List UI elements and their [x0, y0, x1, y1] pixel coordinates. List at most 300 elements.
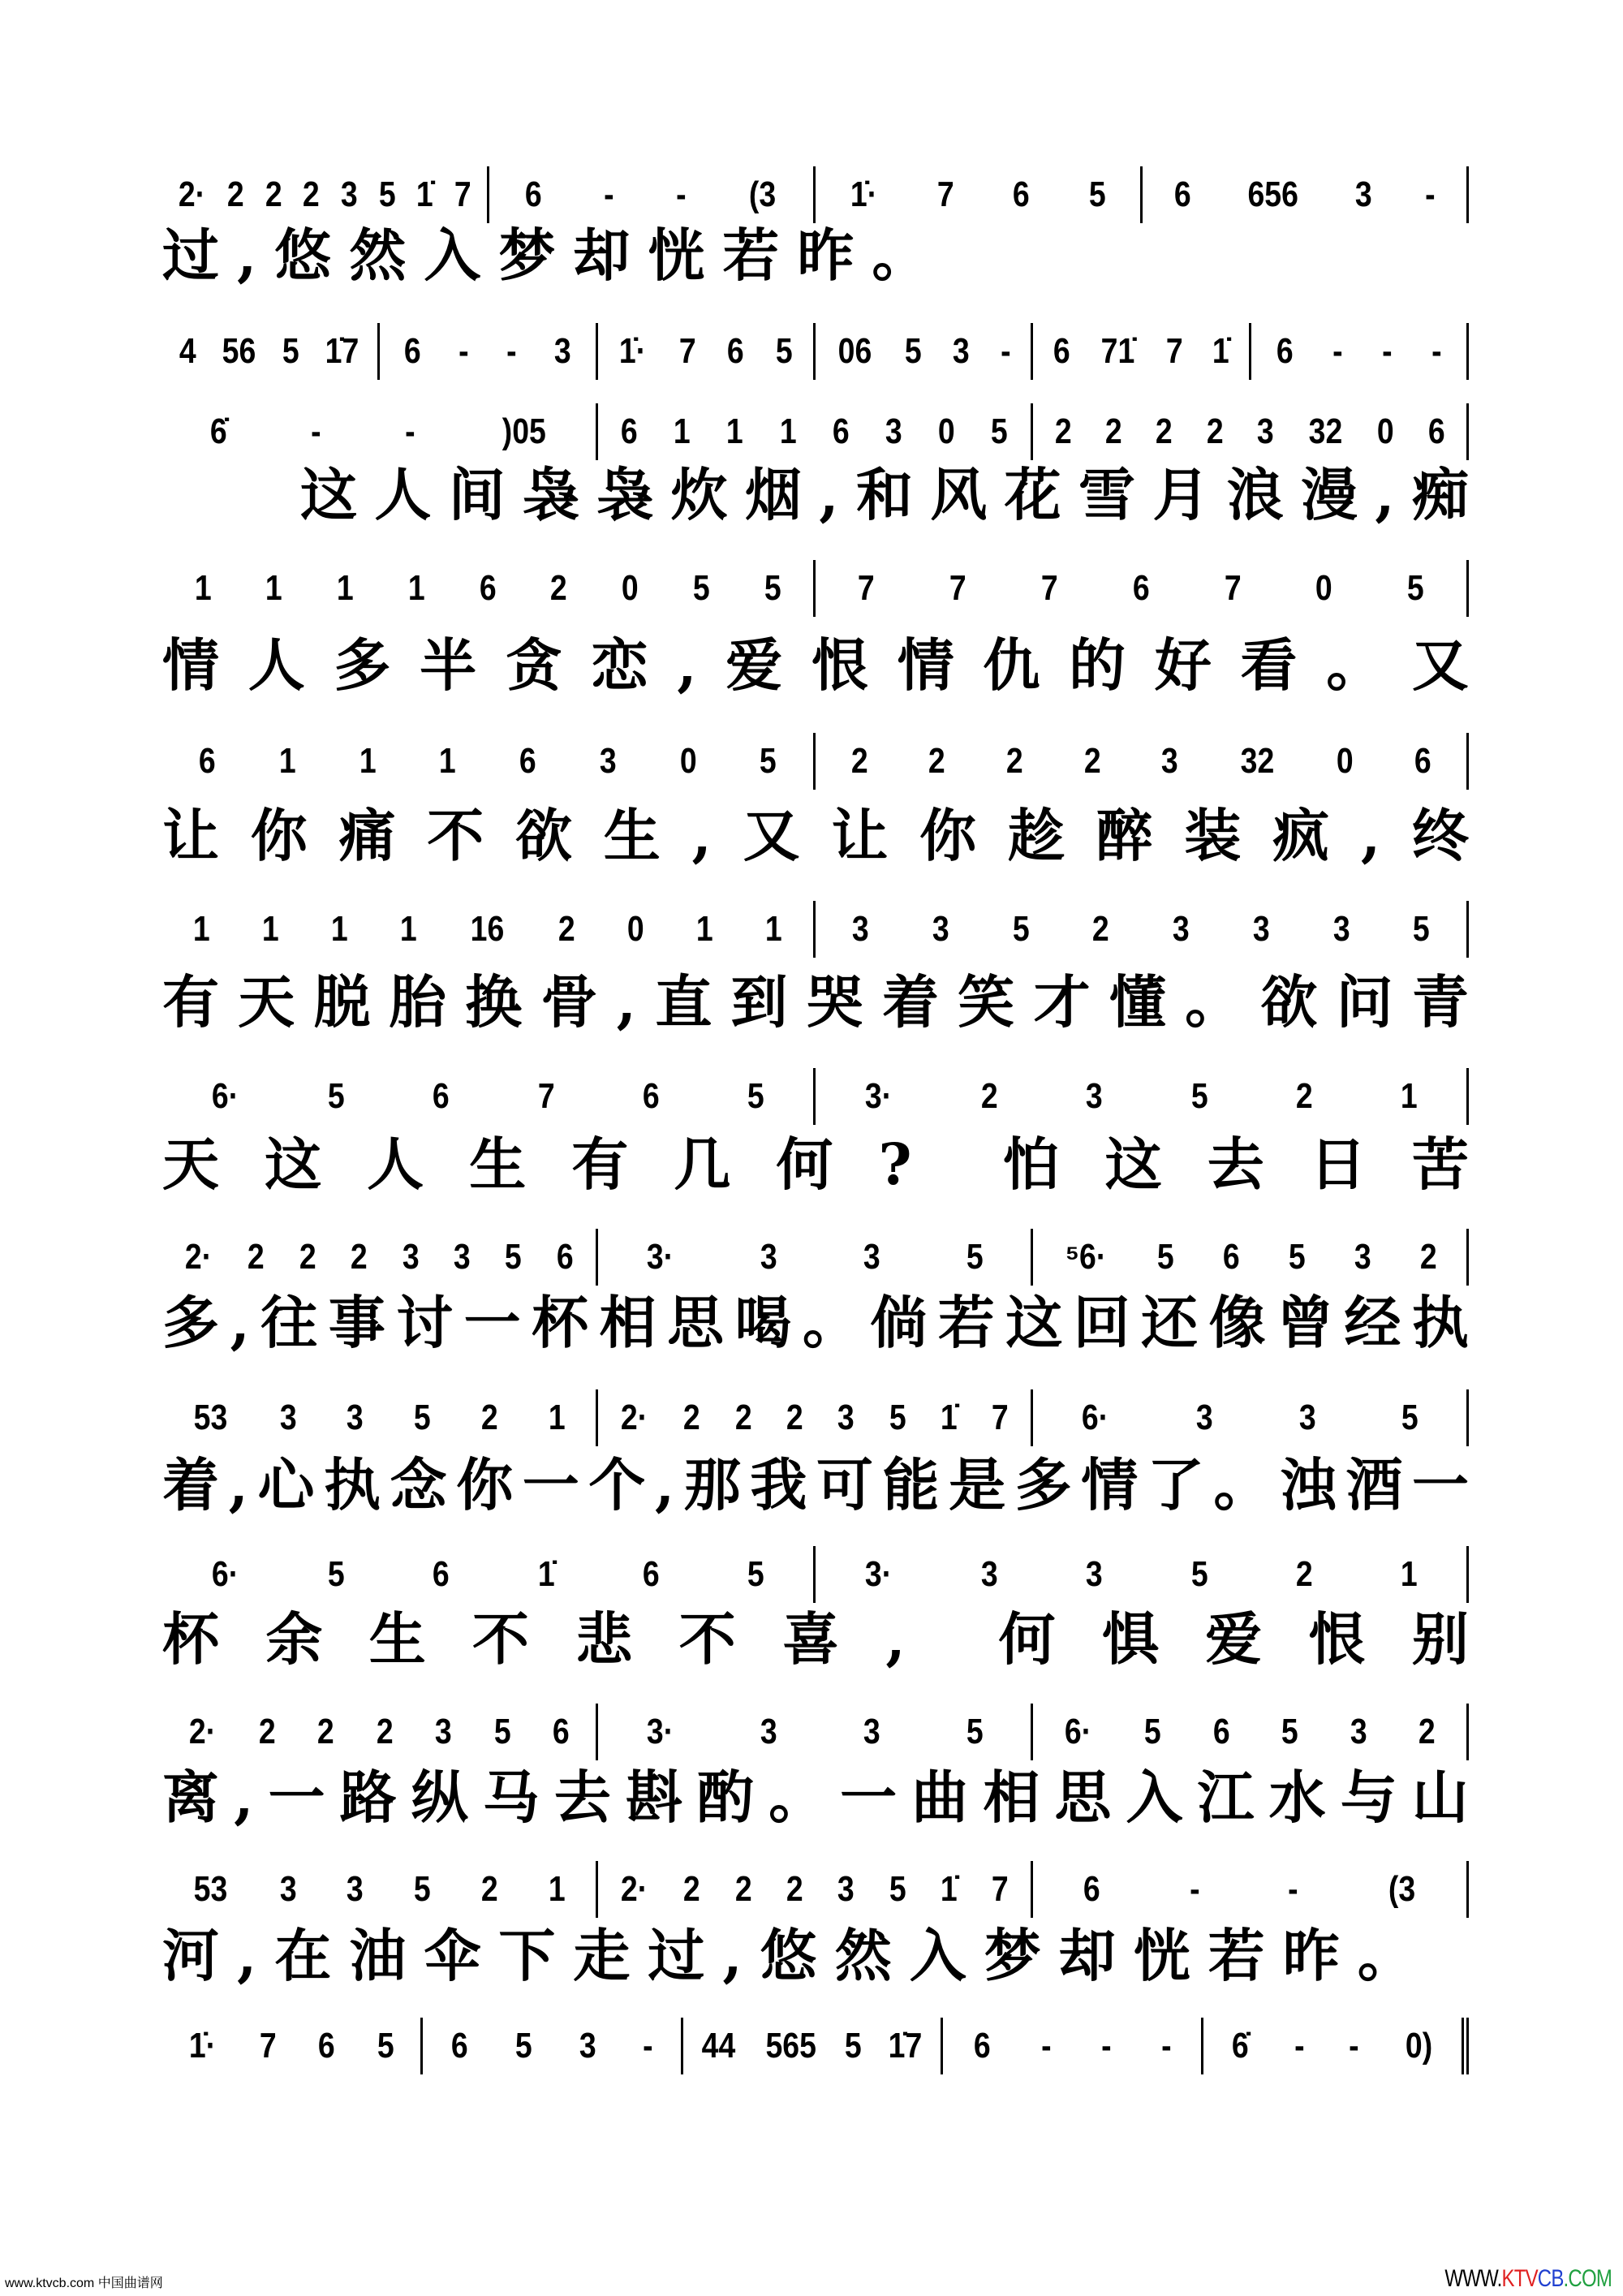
note: 6 — [433, 1076, 450, 1116]
lyric-char: 能 — [882, 1451, 940, 1518]
note: 2 — [1419, 1712, 1436, 1751]
measure — [816, 166, 1143, 223]
lyric-char: 骨 — [540, 968, 598, 1036]
note: 5 — [1401, 1398, 1419, 1437]
note: ⁵6· — [1065, 1237, 1106, 1277]
note: - — [1189, 1869, 1200, 1909]
measure — [162, 1861, 598, 1918]
lyric-char: 不 — [472, 1605, 530, 1673]
note: 3 — [402, 1237, 420, 1277]
note: 2 — [734, 1398, 752, 1437]
lyric-char: 欲 — [1260, 968, 1318, 1036]
lyric-char: 醉 — [1096, 802, 1153, 869]
note: 6· — [1082, 1398, 1109, 1437]
note: 3· — [865, 1554, 893, 1594]
notation-system — [162, 1229, 1469, 1286]
note: 6 — [1427, 411, 1445, 451]
measure — [598, 1861, 1034, 1918]
note: 6· — [212, 1076, 239, 1116]
lyric-char: , — [228, 1451, 248, 1518]
lyric-char: 昨 — [1282, 1922, 1340, 1989]
lyric-char: 哭 — [806, 968, 863, 1036]
note: 3 — [347, 1869, 364, 1909]
lyric-char: 别 — [1411, 1605, 1469, 1673]
lyric-char: 何 — [998, 1605, 1056, 1673]
lyric-char: 欲 — [515, 802, 572, 869]
lyric-char: 着 — [882, 968, 940, 1036]
note: 7 — [858, 568, 875, 608]
note: 3 — [1161, 741, 1178, 781]
lyric-line — [300, 463, 1469, 528]
note: 3 — [347, 1398, 364, 1437]
lyric-char: 伞 — [424, 1922, 481, 1989]
note: 2 — [1295, 1554, 1313, 1594]
lyric-char: 浊 — [1279, 1451, 1337, 1518]
lyric-char: 懂 — [1109, 968, 1166, 1036]
note: 3 — [760, 1237, 777, 1277]
lyric-char: , — [234, 1764, 254, 1831]
lyric-char: 恍 — [648, 222, 705, 289]
notation-system — [162, 901, 1469, 958]
lyric-char: 恨 — [1308, 1605, 1366, 1673]
lyric-line — [162, 803, 1469, 868]
note: 6 — [642, 1076, 660, 1116]
note: - — [1349, 2026, 1359, 2066]
note: 2 — [1083, 741, 1101, 781]
lyric-char: 的 — [1069, 631, 1126, 699]
measure — [162, 901, 816, 958]
measure — [489, 166, 816, 223]
lyric-char: 然 — [349, 222, 407, 289]
lyric-char: 经 — [1344, 1289, 1401, 1356]
lyric-char: 天 — [238, 968, 295, 1036]
measure — [598, 1229, 1034, 1286]
lyric-char: 多 — [1014, 1451, 1072, 1518]
logo-part: .COM — [1563, 2265, 1612, 2292]
note: 1 — [1400, 1554, 1418, 1594]
note: - — [1288, 1869, 1299, 1909]
lyric-char: , — [722, 1922, 743, 1989]
lyric-char: 是 — [949, 1451, 1006, 1518]
footer-logo — [1444, 2265, 1612, 2293]
lyric-char: 爱 — [725, 631, 783, 699]
lyric-char: 昨 — [797, 222, 855, 289]
note: 2 — [303, 174, 321, 214]
lyric-char: 相 — [599, 1289, 657, 1356]
note: 71̇ — [1100, 331, 1135, 371]
lyric-char: 多 — [162, 1289, 219, 1356]
note: 3· — [646, 1712, 674, 1751]
lyric-char: , — [819, 461, 839, 528]
lyric-char: 酌 — [697, 1764, 754, 1831]
lyric-char: 让 — [162, 802, 219, 869]
note: - — [642, 2026, 653, 2066]
measure — [816, 901, 1469, 958]
lyric-char: , — [1375, 461, 1395, 528]
notation-system — [162, 733, 1469, 790]
lyric-char: 生 — [368, 1605, 426, 1673]
note: 6 — [450, 2026, 468, 2066]
note: 6 — [404, 331, 421, 371]
lyric-char: 胎 — [389, 968, 446, 1036]
note: 6 — [727, 331, 744, 371]
note: 1 — [265, 568, 283, 608]
note: 2 — [351, 1237, 368, 1277]
measure — [1143, 166, 1470, 223]
measure — [816, 560, 1469, 617]
note: 5 — [1407, 568, 1424, 608]
note: 5 — [904, 331, 922, 371]
lyric-char: 过 — [648, 1922, 705, 1989]
note: 1̇7 — [325, 331, 359, 371]
note: 7 — [537, 1076, 555, 1116]
lyric-char: 在 — [274, 1922, 332, 1989]
lyric-char: 贪 — [505, 631, 562, 699]
note: - — [675, 174, 687, 214]
lyric-char: 入 — [424, 222, 481, 289]
note: 53 — [193, 1869, 228, 1909]
note: 2 — [1105, 411, 1122, 451]
note: 1̇ — [940, 1398, 958, 1437]
note: 1 — [439, 741, 457, 781]
measure — [380, 323, 597, 380]
note: 2· — [621, 1398, 648, 1437]
lyric-char: 可 — [816, 1451, 873, 1518]
lyric-char: 纵 — [411, 1764, 468, 1831]
note: 6 — [318, 2026, 335, 2066]
measure — [162, 560, 816, 617]
lyric-char: 几 — [674, 1131, 731, 1198]
lyric-char: 你 — [919, 802, 977, 869]
lyric-char: 执 — [324, 1451, 381, 1518]
lyric-line — [162, 1132, 1469, 1197]
note: 2 — [981, 1076, 998, 1116]
note: 6 — [1132, 568, 1150, 608]
lyric-char: 悠 — [760, 1922, 817, 1989]
lyric-char: 到 — [730, 968, 788, 1036]
lyric-char: 若 — [1208, 1922, 1265, 1989]
note: - — [458, 331, 469, 371]
measure — [1033, 1704, 1469, 1760]
note: 5 — [966, 1712, 984, 1751]
measure — [598, 323, 816, 380]
note: 2 — [1295, 1076, 1313, 1116]
lyric-char: 相 — [983, 1764, 1040, 1831]
note: 2 — [928, 741, 945, 781]
note: 2 — [550, 568, 568, 608]
lyric-char: 曲 — [911, 1764, 969, 1831]
note: 6 — [1276, 331, 1294, 371]
note: - — [1294, 2026, 1305, 2066]
note: 3· — [865, 1076, 893, 1116]
measure — [816, 733, 1469, 790]
lyric-char: 了 — [1147, 1451, 1204, 1518]
note: 2 — [258, 1712, 276, 1751]
lyric-char: 曾 — [1276, 1289, 1334, 1356]
lyric-char: 下 — [498, 1922, 556, 1989]
lyric-char: 情 — [162, 631, 219, 699]
measure — [598, 1389, 1034, 1446]
note: 1̇· — [189, 2026, 217, 2066]
note: 2· — [185, 1237, 213, 1277]
note: - — [311, 411, 321, 451]
lyric-char: 疯 — [1272, 802, 1330, 869]
measure — [162, 1229, 598, 1286]
notation-system — [162, 323, 1469, 380]
note: 3 — [1354, 1237, 1371, 1277]
lyric-char: 脱 — [313, 968, 371, 1036]
note: 7 — [454, 174, 471, 214]
note: 2 — [317, 1712, 335, 1751]
note: 1̇7 — [888, 2026, 922, 2066]
lyric-char: , — [691, 802, 712, 869]
lyric-char: 喝 — [734, 1289, 792, 1356]
lyric-char: 走 — [573, 1922, 631, 1989]
note: 5 — [966, 1237, 984, 1277]
note: 3 — [1172, 909, 1190, 949]
note: 1 — [359, 741, 377, 781]
lyric-char: 这 — [300, 461, 357, 528]
lyric-char: 一 — [268, 1764, 325, 1831]
lyric-char: 这 — [265, 1131, 322, 1198]
lyric-char: 恋 — [591, 631, 648, 699]
note: 2 — [480, 1398, 498, 1437]
note: 3 — [599, 741, 617, 781]
lyric-char: 若 — [937, 1289, 995, 1356]
lyric-line — [162, 1607, 1469, 1672]
note: - — [1431, 331, 1442, 371]
measure — [162, 1704, 598, 1760]
note: 1 — [262, 909, 279, 949]
note: 3 — [851, 909, 869, 949]
note: 3 — [1195, 1398, 1213, 1437]
lyric-char: 讨 — [396, 1289, 454, 1356]
note: 6 — [1414, 741, 1431, 781]
measure — [162, 166, 489, 223]
measure — [162, 2018, 423, 2074]
note: 5 — [1413, 909, 1431, 949]
note: - — [1001, 331, 1011, 371]
lyric-char: 烟 — [744, 461, 802, 528]
measure — [162, 403, 598, 460]
note: - — [1382, 331, 1393, 371]
notation-system — [162, 1389, 1469, 1446]
measure — [683, 2018, 944, 2074]
note: 5 — [844, 2026, 862, 2066]
lyric-line — [162, 970, 1469, 1035]
lyric-char: 思 — [1054, 1764, 1112, 1831]
lyric-char: 一 — [1412, 1451, 1469, 1518]
lyric-char: 入 — [909, 1922, 966, 1989]
lyric-char: 生 — [603, 802, 661, 869]
lyric-char: 喜 — [782, 1605, 840, 1673]
lyric-char: 看 — [1240, 631, 1298, 699]
note: 2 — [682, 1869, 700, 1909]
lyric-char: 半 — [420, 631, 477, 699]
note: 1̇ — [940, 1869, 958, 1909]
note: 0 — [626, 909, 644, 949]
lyric-char: 何 — [776, 1131, 833, 1198]
note: (3 — [748, 174, 777, 214]
note: 1 — [400, 909, 418, 949]
note: 3 — [863, 1712, 880, 1751]
note: 3 — [932, 909, 949, 949]
note: 3 — [579, 2026, 596, 2066]
note: 6 — [1173, 174, 1191, 214]
note: 2 — [1092, 909, 1110, 949]
lyric-char: 像 — [1208, 1289, 1266, 1356]
lyric-char: , — [230, 1289, 250, 1356]
measure — [1033, 1861, 1469, 1918]
lyric-char: 去 — [1207, 1131, 1264, 1198]
lyric-char: 恨 — [812, 631, 868, 699]
lyric-char: 事 — [328, 1289, 385, 1356]
note: 7 — [949, 568, 966, 608]
lyric-char: 间 — [448, 461, 506, 528]
lyric-char: 这 — [1005, 1289, 1063, 1356]
note: 1 — [1400, 1076, 1418, 1116]
note: 2· — [178, 174, 206, 214]
note: 3 — [1298, 1398, 1316, 1437]
notation-system — [162, 1546, 1469, 1603]
note: 2 — [265, 174, 282, 214]
lyric-char: , — [677, 631, 697, 699]
lyric-char: 却 — [573, 222, 631, 289]
lyric-char: 怕 — [1002, 1131, 1060, 1198]
notation-system — [162, 560, 1469, 617]
note: 1̇ — [1212, 331, 1229, 371]
note: 5 — [1190, 1076, 1208, 1116]
measure — [1251, 323, 1469, 380]
lyric-line — [162, 633, 1469, 698]
lyric-char: 有 — [162, 968, 219, 1036]
note: 6 — [620, 411, 638, 451]
note: 5 — [1088, 174, 1106, 214]
note: 3 — [837, 1869, 855, 1909]
note: 3 — [1354, 174, 1372, 214]
note: 0) — [1406, 2026, 1433, 2066]
note: 6 — [519, 741, 536, 781]
note: 2 — [786, 1869, 803, 1909]
note: 1 — [194, 568, 212, 608]
note: 3 — [279, 1869, 297, 1909]
lyric-char: 。 — [1326, 631, 1384, 699]
lyric-char: 着 — [162, 1451, 219, 1518]
lyric-char: 却 — [1058, 1922, 1116, 1989]
note: 5 — [378, 174, 396, 214]
lyric-char: 让 — [831, 802, 889, 869]
note: 6 — [198, 741, 216, 781]
lyric-char: 苦 — [1411, 1131, 1469, 1198]
lyric-char: 一 — [840, 1764, 898, 1831]
note: 4 — [179, 331, 196, 371]
measure — [162, 1546, 816, 1603]
lyric-char: 然 — [834, 1922, 892, 1989]
lyric-char: 笑 — [958, 968, 1015, 1036]
note: - — [604, 174, 614, 214]
note: 1 — [331, 909, 349, 949]
note: 6 — [1013, 174, 1031, 214]
note: 2 — [682, 1398, 700, 1437]
measure — [816, 1068, 1469, 1125]
measure — [162, 1389, 598, 1446]
note: 2 — [248, 1237, 265, 1277]
lyric-char: 多 — [334, 631, 391, 699]
lyric-char: 月 — [1152, 461, 1210, 528]
notation-system — [162, 166, 1469, 223]
lyric-char: 天 — [162, 1131, 219, 1198]
note: 3 — [435, 1712, 452, 1751]
note: - — [404, 411, 415, 451]
note: 53 — [193, 1398, 228, 1437]
note: 5 — [514, 2026, 532, 2066]
lyric-char: 风 — [930, 461, 988, 528]
lyric-char: 痛 — [338, 802, 396, 869]
measure — [423, 2018, 683, 2074]
note: 3 — [340, 174, 358, 214]
note: 2 — [734, 1869, 752, 1909]
lyric-char: 爱 — [1205, 1605, 1263, 1673]
measure — [598, 403, 1034, 460]
lyric-char: 离 — [162, 1764, 219, 1831]
lyric-char: 往 — [260, 1289, 318, 1356]
lyric-char: 情 — [1081, 1451, 1139, 1518]
measure — [1033, 1229, 1469, 1286]
note: 3 — [837, 1398, 855, 1437]
lyric-char: 入 — [1126, 1764, 1183, 1831]
note: 2 — [786, 1398, 803, 1437]
lyric-char: 那 — [683, 1451, 741, 1518]
note: 3 — [981, 1554, 998, 1594]
note: 6̇ — [209, 411, 227, 451]
note: 5 — [760, 741, 777, 781]
note: 5 — [414, 1398, 431, 1437]
note: 5 — [1288, 1237, 1306, 1277]
lyric-char: 有 — [571, 1131, 629, 1198]
note: 6 — [1083, 1869, 1100, 1909]
lyric-char: , — [616, 968, 636, 1036]
lyric-char: 恍 — [1133, 1922, 1190, 1989]
lyric-char: 你 — [250, 802, 308, 869]
note: 1 — [726, 411, 744, 451]
lyric-char: 这 — [1104, 1131, 1162, 1198]
note: 5 — [889, 1398, 906, 1437]
lyric-char: 人 — [367, 1131, 424, 1198]
note: 0 — [679, 741, 697, 781]
note: 1̇· — [850, 174, 878, 214]
measure — [598, 1704, 1034, 1760]
note: 3 — [953, 331, 971, 371]
lyric-char: 。 — [1185, 968, 1242, 1036]
lyric-char: , — [1360, 802, 1381, 869]
lyric-line — [162, 1453, 1469, 1518]
lyric-char: 惧 — [1101, 1605, 1159, 1673]
note: 1̇ — [537, 1554, 555, 1594]
lyric-char: 不 — [427, 802, 484, 869]
lyric-char: 日 — [1309, 1131, 1367, 1198]
note: 5 — [282, 331, 299, 371]
note: 6 — [973, 2026, 991, 2066]
lyric-char: 酒 — [1345, 1451, 1403, 1518]
note: 5 — [493, 1712, 511, 1751]
note: 6 — [832, 411, 850, 451]
note: 7 — [1165, 331, 1183, 371]
measure — [1033, 403, 1469, 460]
lyric-char: 又 — [743, 802, 800, 869]
lyric-char: 念 — [390, 1451, 447, 1518]
note: 6· — [1065, 1712, 1092, 1751]
lyric-char: , — [237, 222, 257, 289]
